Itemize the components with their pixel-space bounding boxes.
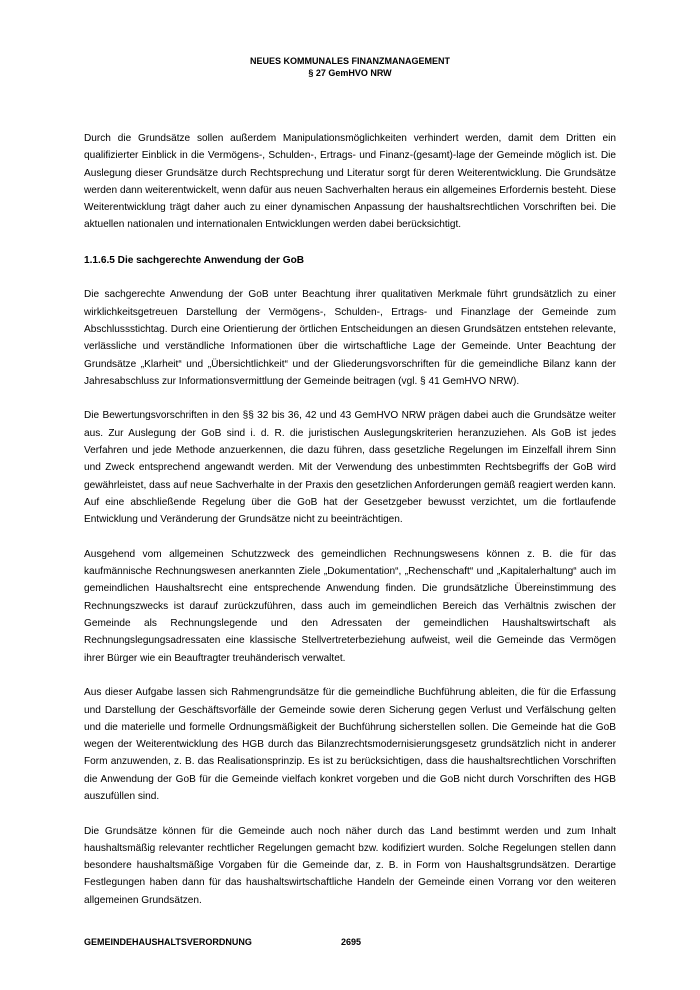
footer-title: GEMEINDEHAUSHALTSVERORDNUNG — [84, 937, 252, 947]
section-paragraph-3: Ausgehend vom allgemeinen Schutzzweck des gemeindlichen Rechnungswesens können z. B. die für das kaufmännische Rechnungswesen anerkannten Ziele „Dokumentation“, „Rechenschaft“ und „Kapitalerhaltung“ auch im gemeindlichen Haushaltsrecht eine entsprechende Anwendung finden. Die grundsätzliche Übereinstimmung des Rechnungszwecks ist darauf zurückzuführen, dass auch im gemeindlichen Bereich das Verhältnis zwischen der Gemeinde als Rechnungslegende und den Adressaten der gemeindlichen Haushaltswirtschaft als Rechnungslegungsadressaten eine klassische Stellvertreterbeziehung aufweist, weil die Gemeinde das Vermögen ihrer Bürger wie ein Beauftragter treuhänderisch verwaltet. — [84, 548, 616, 664]
section-paragraph-5: Die Grundsätze können für die Gemeinde auch noch näher durch das Land bestimmt werden und zum Inhalt haushaltsmäßig relevanter rechtlicher Regelungen gemacht bzw. kodifiziert wurden. Solche Regelungen stellen dann besondere haushaltsmäßige Vorgaben für die Gemeinde dar, z. B. in Form von Haushaltsgrundsätzen. Derartige Festlegungen haben dann für das haushaltswirtschaftliche Handeln der Gemeinde einen Vorrang vor den weiteren allgemeinen Grundsätzen. — [84, 825, 616, 906]
document-body — [84, 130, 616, 909]
section-heading: 1.1.6.5 Die sachgerechte Anwendung der GoB — [84, 254, 305, 266]
header-title: NEUES KOMMUNALES FINANZMANAGEMENT — [250, 56, 450, 66]
header-subtitle: § 27 GemHVO NRW — [308, 68, 392, 78]
section-paragraph-1: Die sachgerechte Anwendung der GoB unter Beachtung ihrer qualitativen Merkmale führt grundsätzlich zu einer wirklichkeitsgetreuen Darstellung der Vermögens-, Schulden-, Ertrags- und Finanzlage der Gemeinde zum Abschlussstichtag. Durch eine Orientierung der örtlichen Entscheidungen an diesen Grundsätzen entstehen relevante, verlässliche und verständliche Informationen über die wirtschaftliche Lage der Gemeinde. Unter Beachtung der Grundsätze „Klarheit“ und „Übersichtlichkeit“ und der Gliederungsvorschriften für die gemeindliche Bilanz kann der Jahresabschluss zur Informationsvermittlung der Gemeinde beitragen (vgl. § 41 GemHVO NRW). — [84, 289, 616, 387]
intro-paragraph: Durch die Grundsätze sollen außerdem Manipulationsmöglichkeiten verhindert werden, damit dem Dritten ein qualifizierter Einblick in die Vermögens-, Schulden-, Ertrags- und Finanz-(gesamt)-lage der Gemeinde möglich ist. Die Auslegung dieser Grundsätze durch Rechtsprechung und Literatur sorgt für deren Weiterentwicklung. Die Grundsätze werden dann weiterentwickelt, wenn dafür aus neuen Sachverhalten heraus ein allgemeines Erfordernis besteht. Diese Weiterentwicklung trägt daher auch zu einer dynamischen Anpassung der haushaltsrechtlichen Vorschriften bei. Die aktuellen nationalen und internationalen Entwicklungen werden dabei berücksichtigt. — [84, 133, 616, 231]
page-header — [0, 55, 700, 79]
section-paragraph-2: Die Bewertungsvorschriften in den §§ 32 bis 36, 42 und 43 GemHVO NRW prägen dabei auch die Grundsätze weiter aus. Zur Auslegung der GoB sind i. d. R. die juristischen Auslegungskriterien heranzuziehen. Als GoB ist jedes Verfahren und jede Methode anzuerkennen, die dazu führen, dass gesetzliche Regelungen im Einzelfall ihrem Sinn und Zweck entsprechend angewandt werden. Mit der Verwendung des unbestimmten Rechtsbegriffs der GoB wird gewährleistet, dass auf neue Sachverhalte in der Praxis den gesetzlichen Anforderungen gemäß reagiert werden kann. Auf eine abschließende Regelung über die GoB hat der Gesetzgeber bewusst verzichtet, um die fortlaufende Entwicklung und Veränderung der Grundsätze nicht zu beeinträchtigen. — [84, 410, 616, 526]
section-paragraph-4: Aus dieser Aufgabe lassen sich Rahmengrundsätze für die gemeindliche Buchführung ableiten, die für die Erfassung und Darstellung der Geschäftsvorfälle der Gemeinde sowie deren Sicherung gegen Verlust und Verfälschung gelten und die materielle und formelle Ordnungsmäßigkeit der Buchführung sicherstellen sollen. Die Gemeinde hat die GoB wegen der Weiterentwicklung des HGB durch das Bilanzrechtsmodernisierungsgesetz grundsätzlich nicht in anderer Form anzuwenden, z. B. das Realisationsprinzip. Es ist zu berücksichtigen, dass die haushaltsrechtlichen Vorschriften die Anwendung der GoB für die Gemeinde vielfach konkret vorgeben und die GoB nicht durch Vorschriften des HGB auszufüllen sind. — [84, 687, 616, 802]
page-number: 2695 — [341, 937, 362, 947]
